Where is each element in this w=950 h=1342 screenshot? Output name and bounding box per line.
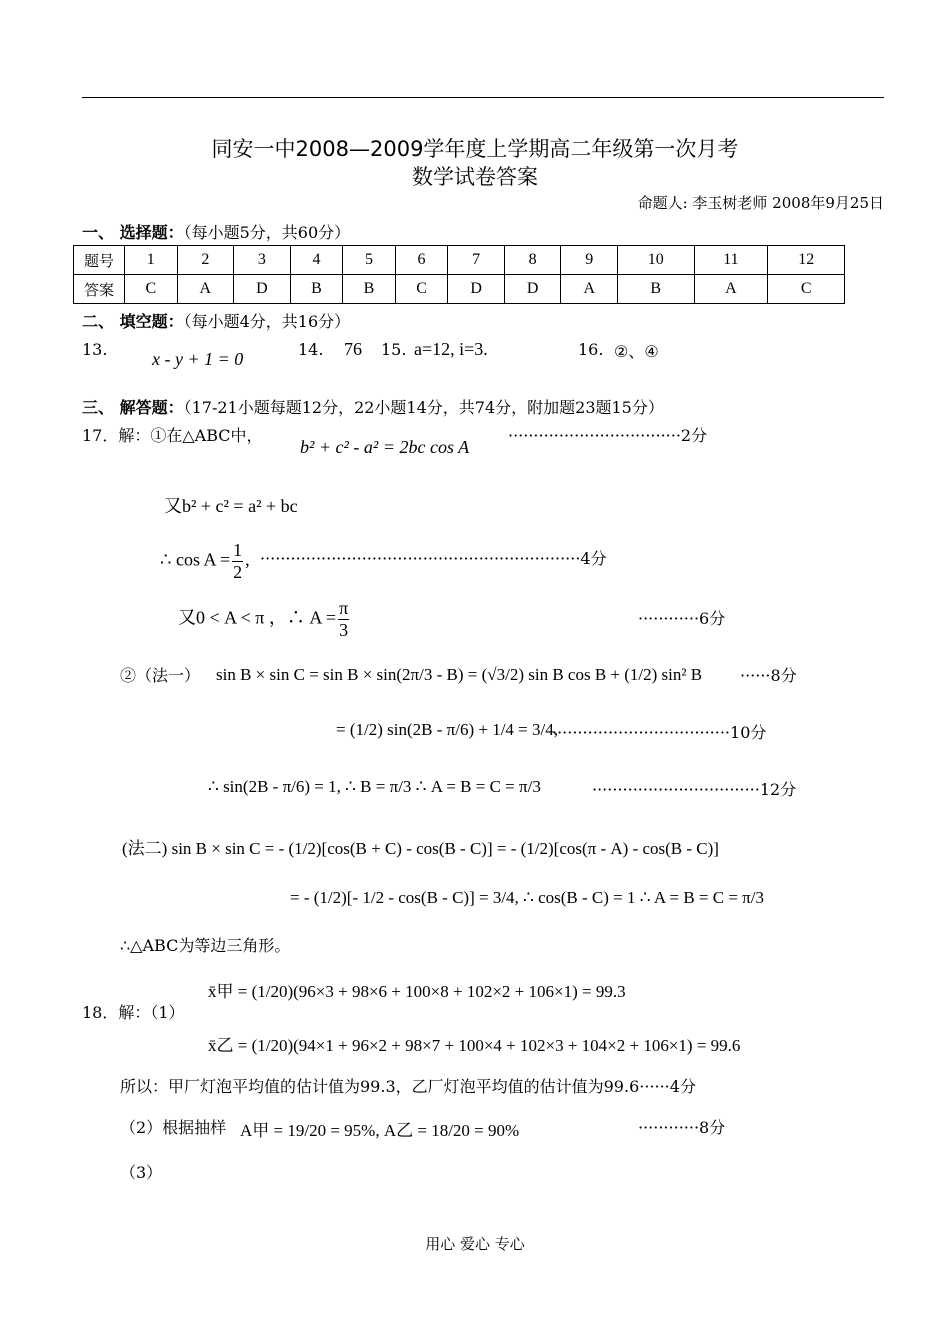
q17-method2-eq1: (法二) sin B × sin C = - (1/2)[cos(B + C) - cos(B - C)] = - (1/2)[cos(π - A) - cos(B - C)] bbox=[122, 839, 719, 858]
table-row-numbers bbox=[74, 246, 845, 275]
q18-part2-eq: A甲 = 19/20 = 95%, A乙 = 18/20 = 90% bbox=[240, 1121, 520, 1140]
table-cell: 2 bbox=[177, 246, 234, 275]
q16-answer: ②、④ bbox=[614, 342, 659, 361]
table-cell: C bbox=[395, 275, 448, 304]
q17-method1-eq3: ∴ sin(2B - π/6) = 1, ∴ B = π/3 ∴ A = B = C = π/3 bbox=[208, 777, 541, 796]
table-cell: 11 bbox=[694, 246, 768, 275]
q17-method1-eq2: = (1/2) sin(2B - π/6) + 1/4 = 3/4, bbox=[336, 720, 558, 739]
table-cell: 4 bbox=[290, 246, 343, 275]
table-cell: A bbox=[694, 275, 768, 304]
q17-label: 17．解：①在△ABC中， bbox=[82, 426, 263, 445]
q17-eq4-text: 又0 < A < π ，∴ A = bbox=[178, 607, 337, 628]
q17-method2-eq2: = - (1/2)[- 1/2 - cos(B - C)] = 3/4, ∴ cos(B - C) = 1 ∴ A = B = C = π/3 bbox=[290, 888, 764, 907]
frac-num: π bbox=[339, 598, 349, 618]
frac-den: 2 bbox=[233, 561, 243, 582]
section2-heading bbox=[82, 309, 350, 332]
section2-note: （每小题4分，共16分） bbox=[183, 312, 351, 331]
table-cell: D bbox=[504, 275, 561, 304]
q18-part2-dots: ············8分 bbox=[638, 1118, 726, 1137]
section1-title: 一、 选择题： bbox=[82, 223, 184, 242]
row-label-number: 题号 bbox=[74, 246, 125, 275]
table-row-answers bbox=[74, 275, 845, 304]
q17-method1-dots2: ···································10分 bbox=[552, 723, 767, 742]
q14-label: 14. bbox=[298, 340, 324, 359]
table-cell: D bbox=[234, 275, 291, 304]
table-cell: 3 bbox=[234, 246, 291, 275]
q17-eq3 bbox=[160, 540, 250, 582]
section2-title: 二、 填空题： bbox=[82, 312, 184, 331]
section1-note: （每小题5分，共60分） bbox=[183, 223, 351, 242]
q15-label: 15. bbox=[381, 340, 407, 359]
answer-table bbox=[73, 245, 845, 304]
q17-eq1: b² + c² - a² = 2bc cos A bbox=[300, 437, 470, 457]
fraction-half bbox=[232, 540, 243, 582]
frac-num: 1 bbox=[233, 540, 243, 560]
q14-answer: 76 bbox=[344, 339, 362, 359]
q17-eq3-suffix: , bbox=[245, 549, 250, 570]
table-cell: D bbox=[448, 275, 505, 304]
fraction-pi-3 bbox=[338, 598, 349, 640]
q16-label: 16. bbox=[578, 340, 604, 359]
q18-mean-a: x̄甲 = (1/20)(96×3 + 98×6 + 100×8 + 102×2 + 106×1) = 99.3 bbox=[208, 982, 626, 1001]
table-cell: A bbox=[177, 275, 234, 304]
header-rule bbox=[82, 97, 884, 98]
q17-dots1: ··································2分 bbox=[508, 426, 708, 445]
table-cell: 6 bbox=[395, 246, 448, 275]
table-cell: 8 bbox=[504, 246, 561, 275]
q13-label: 13. bbox=[82, 340, 108, 359]
q17-eq4 bbox=[178, 598, 351, 640]
q13-answer: x - y + 1 = 0 bbox=[152, 349, 244, 369]
table-cell: 5 bbox=[343, 246, 396, 275]
q17-dots3: ·······························································4分 bbox=[260, 549, 607, 568]
q18-label: 18．解：（1） bbox=[82, 1003, 185, 1022]
q17-conclusion: ∴△ABC为等边三角形。 bbox=[120, 936, 291, 955]
table-cell: 7 bbox=[448, 246, 505, 275]
table-cell: 12 bbox=[768, 246, 845, 275]
table-cell: B bbox=[290, 275, 343, 304]
q18-part2-label: （2）根据抽样 bbox=[120, 1118, 227, 1137]
section3-note: （17-21小题每题12分，22小题14分，共74分，附加题23题15分） bbox=[183, 398, 664, 417]
q17-method1-label: ②（法一） bbox=[120, 666, 201, 685]
table-cell: B bbox=[618, 275, 695, 304]
q17-dots4: ············6分 bbox=[638, 609, 726, 628]
table-cell: A bbox=[561, 275, 618, 304]
table-cell: 10 bbox=[618, 246, 695, 275]
section1-heading bbox=[82, 220, 350, 243]
author-line: 命题人: 李玉树老师 2008年9月25日 bbox=[637, 194, 884, 212]
q17-eq3-prefix: ∴ cos A = bbox=[160, 549, 231, 570]
q18-summary: 所以：甲厂灯泡平均值的估计值为99.3，乙厂灯泡平均值的估计值为99.6······4分 bbox=[120, 1077, 696, 1096]
row-label-answer: 答案 bbox=[74, 275, 125, 304]
q15-answer: a=12, i=3. bbox=[414, 339, 488, 359]
table-cell: C bbox=[125, 275, 178, 304]
q18-part3-label: （3） bbox=[120, 1163, 163, 1182]
q17-eq2: 又b² + c² = a² + bc bbox=[164, 496, 298, 516]
table-cell: 9 bbox=[561, 246, 618, 275]
frac-den: 3 bbox=[339, 619, 349, 640]
section3-heading bbox=[82, 395, 664, 418]
table-cell: C bbox=[768, 275, 845, 304]
q17-method1-eq1: sin B × sin C = sin B × sin(2π/3 - B) = (√3/2) sin B cos B + (1/2) sin² B bbox=[216, 665, 703, 684]
page-footer: 用心 爱心 专心 bbox=[425, 1235, 525, 1253]
title-line-1: 同安一中2008—2009学年度上学期高二年级第一次月考 bbox=[211, 137, 739, 161]
table-cell: 1 bbox=[125, 246, 178, 275]
section3-title: 三、 解答题： bbox=[82, 398, 184, 417]
title-line-2: 数学试卷答案 bbox=[412, 165, 538, 189]
q17-method1-dots1: ······8分 bbox=[740, 666, 797, 685]
q18-mean-b: x̄乙 = (1/20)(94×1 + 96×2 + 98×7 + 100×4 + 102×3 + 104×2 + 106×1) = 99.6 bbox=[208, 1036, 741, 1055]
q17-method1-dots3: ·································12分 bbox=[592, 780, 797, 799]
table-cell: B bbox=[343, 275, 396, 304]
